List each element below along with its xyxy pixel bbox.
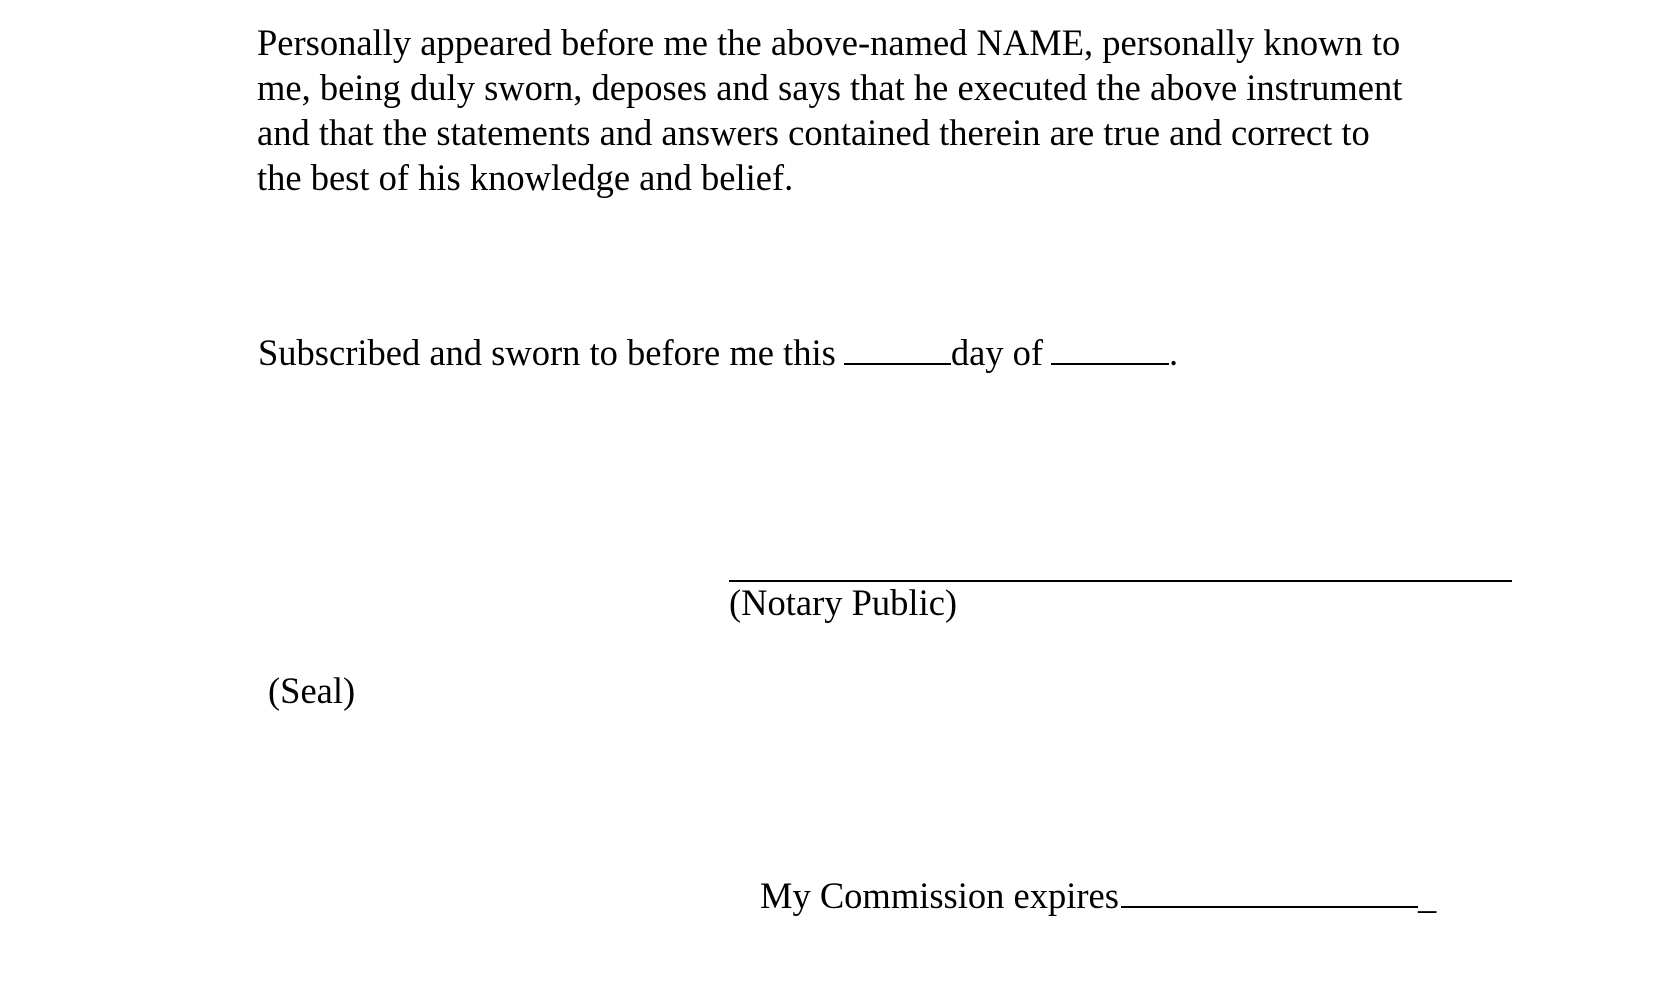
affidavit-line-1: Personally appeared before me the above-named NAME, personally known to xyxy=(257,22,1401,63)
affidavit-line-2: me, being duly sworn, deposes and says that he executed the above instrument xyxy=(257,67,1403,108)
jurat-line xyxy=(258,330,1178,375)
jurat-prefix: Subscribed and sworn to before me this xyxy=(258,332,836,373)
day-blank-field[interactable] xyxy=(844,332,951,365)
seal-label: (Seal) xyxy=(268,670,356,711)
commission-expires-label: My Commission expires xyxy=(760,875,1119,916)
affidavit-paragraph xyxy=(257,20,1497,200)
jurat-middle: day of xyxy=(950,332,1044,373)
affidavit-line-4: the best of his knowledge and belief. xyxy=(257,157,794,198)
commission-expires-blank-field[interactable] xyxy=(1121,875,1418,908)
jurat-suffix: . xyxy=(1169,332,1179,373)
notary-public-label: (Notary Public) xyxy=(729,582,958,623)
month-blank-field[interactable] xyxy=(1051,332,1169,365)
commission-trailing-underscore: _ xyxy=(1417,875,1437,916)
commission-expires-line xyxy=(760,873,1436,918)
affidavit-line-3: and that the statements and answers contained therein are true and correct to xyxy=(257,112,1370,153)
